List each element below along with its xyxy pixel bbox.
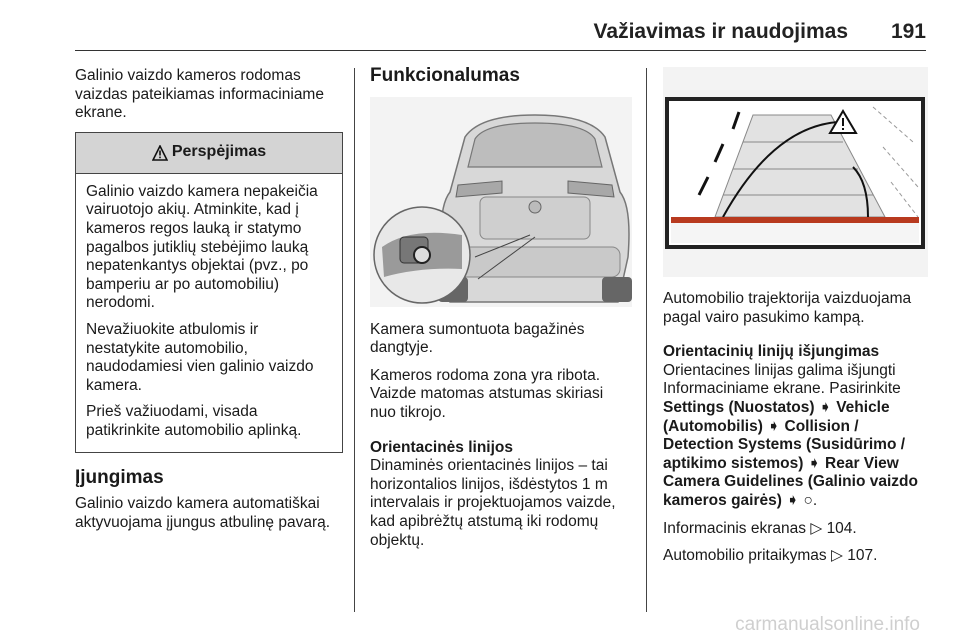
- page-number: 191: [890, 20, 926, 43]
- camera-range-text: Kameros rodoma zona yra ribota. Vaizde matomas atstumas skiriasi nuo tikrojo.: [370, 366, 604, 421]
- arrow-right-icon: ➧: [767, 417, 781, 435]
- header-rule: [75, 50, 926, 51]
- toggle-circle-icon: ○: [803, 491, 813, 509]
- page-header-title: Važiavimas ir naudojimas: [593, 20, 848, 43]
- menu-path-vehicle: Vehicle (Automobilis): [663, 398, 890, 435]
- warning-paragraph: Galinio vaizdo kamera nepakeičia vairuotojo akių. Atminkite, kad į kameros regos lauką ir statymo pagalbos jutiklių stebėjimo lauką nepatenkantys objektai (pvz., po bamperiu ar po automobiliu) nerodomi.: [86, 182, 318, 312]
- guidelines-text: Dinaminės orientacinės linijos – tai horizontalios linijos, išdėstytos 1 m intervalais ir projektuojamos vaizde, kad apibrėžtų atstumą iki rodomų objektų.: [370, 457, 616, 549]
- disable-guidelines-subheading: Orientacinių linijų išjungimas: [663, 343, 880, 361]
- reference-infotainment: [663, 520, 928, 539]
- trajectory-caption: Automobilio trajektorija vaizduojama pagal vairo pasukimo kampą.: [663, 290, 912, 326]
- warning-paragraph: Prieš važiuodami, visada patikrinkite automobilio aplinką.: [86, 403, 302, 439]
- rear-camera-location-illustration: [370, 97, 632, 307]
- guidelines-subheading: Orientacinės linijos: [370, 438, 513, 456]
- column-1: [75, 67, 343, 541]
- arrow-right-icon: ➧: [818, 398, 832, 416]
- section-heading-activation: Įjungimas: [75, 466, 164, 488]
- arrow-right-icon: ➧: [786, 491, 800, 509]
- column-2: [370, 67, 632, 559]
- reference-personalization: [663, 547, 928, 566]
- menu-path-rear-camera: Rear View Camera Guidelines (Galinio vaizdo kameros gairės): [663, 454, 918, 509]
- warning-header: [76, 133, 342, 174]
- camera-display-guidelines-illustration: [663, 67, 928, 277]
- menu-path-settings: Settings (Nuostatos): [663, 398, 815, 416]
- column-3: [663, 67, 928, 575]
- intro-text: Galinio vaizdo kameros rodomas vaizdas pateikiamas informaciniame ekrane.: [75, 67, 324, 122]
- page-reference-icon: ▷: [831, 547, 843, 565]
- reference-text: Informacinis ekranas: [663, 519, 807, 537]
- disable-guidelines-intro: Orientacines linijas galima išjungti Informaciniame ekrane. Pasirinkite: [663, 361, 901, 398]
- watermark: carmanualsonline.info: [735, 614, 920, 635]
- warning-paragraph: Nevažiuokite atbulomis ir nestatykite automobilio, naudodamiesi vien galinio vaizdo kamera.: [86, 320, 314, 394]
- warning-body: [76, 174, 342, 452]
- camera-location-text: Kamera sumontuota bagažinės dangtyje.: [370, 320, 585, 357]
- reference-text: Automobilio pritaikymas: [663, 547, 827, 565]
- arrow-right-icon: ➧: [807, 454, 821, 472]
- disable-guidelines-text: Orientacines linijas galima išjungti Informaciniame ekrane. Pasirinkite Settings (Nuostatos) ➧ Vehicle (Automobilis) ➧ Collision / Detection Systems (Susidūrimo / aptikimo sistemos) ➧ Rear View Camera Guidelines (Galinio vaizdo kameros gairės) ➧ ○.: [663, 361, 918, 509]
- activation-text: Galinio vaizdo kamera automatiškai aktyvuojama įjungus atbulinę pavarą.: [75, 495, 331, 531]
- column-divider: [354, 68, 355, 612]
- warning-title: Perspėjimas: [171, 143, 267, 161]
- section-heading-functionality: Funkcionalumas: [370, 65, 520, 86]
- page-reference-icon: ▷: [810, 519, 823, 537]
- reference-page: 104.: [826, 519, 857, 537]
- reference-page: 107.: [847, 547, 878, 565]
- warning-box: [75, 132, 343, 453]
- warning-icon: [152, 145, 168, 161]
- menu-path-collision: Collision / Detection Systems (Susidūrimo / aptikimo sistemos): [663, 417, 906, 472]
- column-divider: [646, 68, 647, 612]
